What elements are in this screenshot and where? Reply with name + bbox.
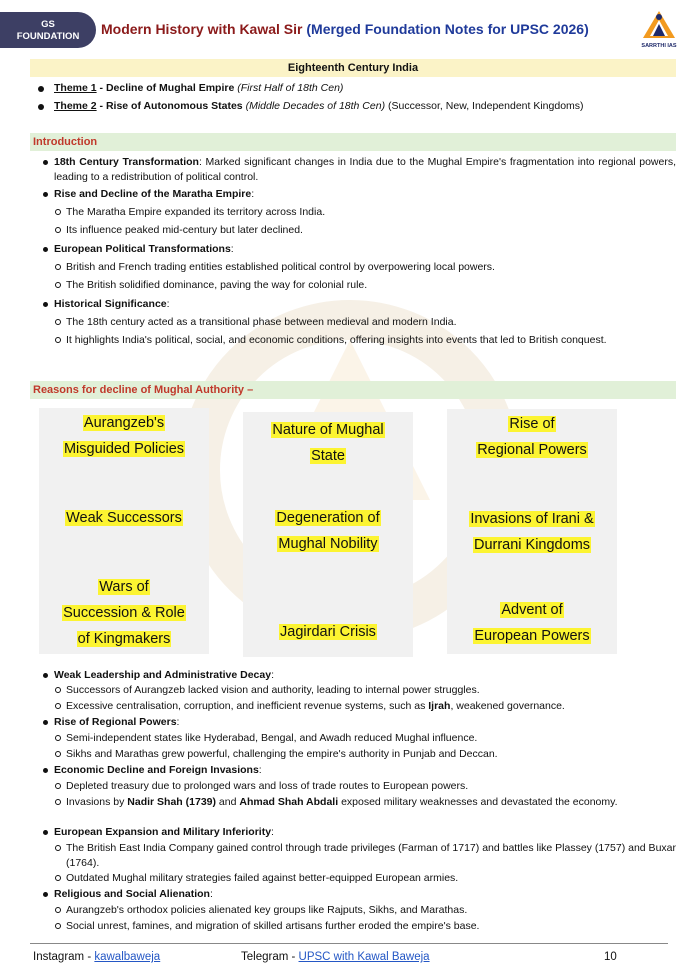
bullet-icon xyxy=(38,104,44,110)
bullet-icon xyxy=(43,768,48,773)
sub-bullet-icon xyxy=(55,209,61,215)
list-subitem: It highlights India's political, social, and economic conditions, offering insights into events that led to British conquest. xyxy=(55,333,676,348)
sub-bullet-icon xyxy=(55,282,61,288)
reason-label: Jagirdari Crisis xyxy=(280,624,376,640)
telegram-link[interactable]: UPSC with Kawal Baweja xyxy=(298,951,430,963)
bullet-icon xyxy=(43,247,48,252)
sub-bullet-icon xyxy=(55,783,61,789)
sub-bullet-icon xyxy=(55,687,61,693)
introduction-heading: Introduction xyxy=(30,133,676,151)
list-subitem: British and French trading entities established political control by overpowering local powers. xyxy=(55,260,676,275)
reasons-heading: Reasons for decline of Mughal Authority – xyxy=(30,381,676,399)
list-item: Weak Leadership and Administrative Decay: xyxy=(43,668,676,683)
reason-label: Advent of xyxy=(501,602,563,618)
list-subitem: The Maratha Empire expanded its territory across India. xyxy=(55,205,676,220)
bullet-icon xyxy=(43,192,48,197)
sub-bullet-icon xyxy=(55,227,61,233)
list-item: 18th Century Transformation: Marked significant changes in India due to the Mughal Empire's fragmentation into regional powers, leading to a redistribution of political control. xyxy=(43,155,676,185)
reason-label: Aurangzeb's xyxy=(83,415,165,431)
list-item: Historical Significance: xyxy=(43,297,676,312)
reason-label: Wars of xyxy=(99,579,149,595)
reasons-column-3 xyxy=(447,409,617,654)
reason-label: Misguided Policies xyxy=(63,441,185,457)
list-item: Rise of Regional Powers: xyxy=(43,715,676,730)
reason-label: Invasions of Irani & xyxy=(470,511,594,527)
reason-label: Durrani Kingdoms xyxy=(473,537,591,553)
bullet-icon xyxy=(43,892,48,897)
sarrthi-logo xyxy=(636,10,682,54)
bullet-icon xyxy=(43,830,48,835)
sub-bullet-icon xyxy=(55,923,61,929)
reason-label: Weak Successors xyxy=(66,510,182,526)
list-subitem: Its influence peaked mid-century but later declined. xyxy=(55,223,676,238)
bullet-icon xyxy=(43,673,48,678)
list-item: Economic Decline and Foreign Invasions: xyxy=(43,763,676,778)
bullet-icon xyxy=(43,302,48,307)
sub-bullet-icon xyxy=(55,703,61,709)
logo-text: SARRTHI IAS xyxy=(641,43,677,49)
list-subitem: Semi-independent states like Hyderabad, Bengal, and Awadh reduced Mughal influence. xyxy=(55,731,676,746)
reason-label: Regional Powers xyxy=(477,442,587,458)
list-subitem: The British East India Company gained control through trade privileges (Farman of 1717) and battles like Plassey (1757) and Buxar (1764). xyxy=(55,841,676,871)
reason-label: Degeneration of xyxy=(276,510,380,526)
sub-bullet-icon xyxy=(55,751,61,757)
theme-item: Theme 2 - Rise of Autonomous States (Middle Decades of 18th Cen) (Successor, New, Independent Kingdoms) xyxy=(36,99,676,114)
header-title-main: Modern History with Kawal Sir xyxy=(101,21,303,37)
list-subitem: Sikhs and Marathas grew powerful, challenging the empire's authority in Punjab and Deccan. xyxy=(55,747,676,762)
gs-foundation-badge: GS FOUNDATION xyxy=(0,12,96,48)
header-title-sub: (Merged Foundation Notes for UPSC 2026) xyxy=(306,21,589,37)
section-title: Eighteenth Century India xyxy=(30,59,676,77)
list-subitem: Invasions by Nadir Shah (1739) and Ahmad Shah Abdali exposed military weaknesses and devastated the economy. xyxy=(55,795,676,810)
footer-telegram: Telegram - UPSC with Kawal Baweja xyxy=(241,951,430,963)
bullet-icon xyxy=(38,86,44,92)
sub-bullet-icon xyxy=(55,845,61,851)
sarrthi-logo-icon xyxy=(642,10,676,42)
list-subitem: Aurangzeb's orthodox policies alienated key groups like Rajputs, Sikhs, and Marathas. xyxy=(55,903,676,918)
header-title xyxy=(101,21,589,37)
sub-bullet-icon xyxy=(55,264,61,270)
list-item: European Expansion and Military Inferiority: xyxy=(43,825,676,840)
list-subitem: The British solidified dominance, paving the way for colonial rule. xyxy=(55,278,676,293)
reason-label: European Powers xyxy=(474,628,590,644)
list-subitem: The 18th century acted as a transitional phase between medieval and modern India. xyxy=(55,315,676,330)
list-subitem: Social unrest, famines, and migration of skilled artisans further eroded the empire's base. xyxy=(55,919,676,934)
reason-label: Succession & Role xyxy=(63,605,185,621)
sub-bullet-icon xyxy=(55,337,61,343)
reason-label: State xyxy=(311,448,345,464)
sub-bullet-icon xyxy=(55,799,61,805)
instagram-link[interactable]: kawalbaweja xyxy=(94,951,161,963)
reason-label: of Kingmakers xyxy=(77,631,171,647)
footer-instagram: Instagram - kawalbaweja xyxy=(33,951,161,963)
reason-label: Nature of Mughal xyxy=(272,422,384,438)
list-item: Religious and Social Alienation: xyxy=(43,887,676,902)
sub-bullet-icon xyxy=(55,319,61,325)
reason-label: Mughal Nobility xyxy=(278,536,378,552)
reasons-column-2 xyxy=(243,412,413,657)
list-item: Rise and Decline of the Maratha Empire: xyxy=(43,187,676,202)
sub-bullet-icon xyxy=(55,735,61,741)
footer-divider xyxy=(30,943,668,944)
page-header xyxy=(0,0,690,62)
list-subitem: Depleted treasury due to prolonged wars and loss of trade routes to European powers. xyxy=(55,779,676,794)
list-subitem: Successors of Aurangzeb lacked vision and authority, leading to internal power struggles. xyxy=(55,683,676,698)
bullet-icon xyxy=(43,160,48,165)
reasons-column-1 xyxy=(39,408,209,654)
list-subitem: Outdated Mughal military strategies failed against better-equipped European armies. xyxy=(55,871,676,886)
list-item: European Political Transformations: xyxy=(43,242,676,257)
list-subitem: Excessive centralisation, corruption, and inefficient revenue systems, such as Ijrah, weakened governance. xyxy=(55,699,676,714)
sub-bullet-icon xyxy=(55,907,61,913)
theme-item: Theme 1 - Decline of Mughal Empire (First Half of 18th Cen) xyxy=(36,81,676,96)
page-number: 10 xyxy=(604,951,617,963)
reason-label: Rise of xyxy=(509,416,555,432)
sub-bullet-icon xyxy=(55,875,61,881)
bullet-icon xyxy=(43,720,48,725)
